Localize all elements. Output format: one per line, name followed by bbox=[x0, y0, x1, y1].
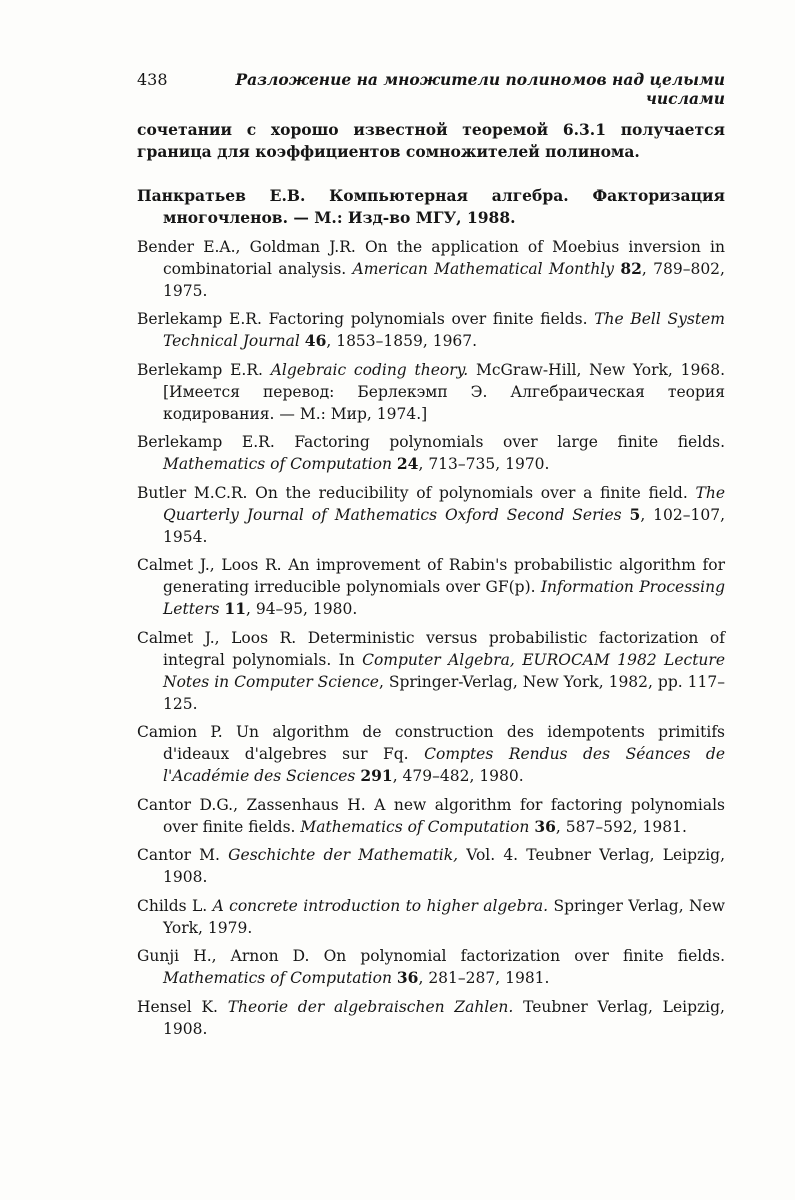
reference-pages-year: , 789–802, 1975. bbox=[163, 259, 725, 300]
reference-title: Deterministic versus probabilistic factorization of integral polynomials. In bbox=[163, 628, 726, 669]
reference-volume: 24 bbox=[396, 454, 419, 473]
reference-title: An improvement of Rabin's probabilistic algorithm for generating irreducible polynomials over GF(p). bbox=[163, 556, 725, 596]
reference-volume: 36 bbox=[396, 968, 419, 987]
reference-entry bbox=[137, 431, 725, 475]
reference-entry bbox=[137, 895, 725, 939]
reference-title: Un algorithm de construction des idempotents primitifs d'ideaux d'algebres sur Fq. bbox=[163, 723, 726, 763]
reference-title: Factoring polynomials over finite fields. bbox=[268, 310, 588, 328]
reference-journal: Comptes Rendus des Séances de l'Académie des Sciences bbox=[163, 745, 725, 785]
reference-journal: Mathematics of Computation bbox=[163, 969, 392, 987]
reference-text: Панкратьев Е.В. Компьютерная алгебра. Факторизация многочленов. — М.: Изд-во МГУ, 1988. bbox=[137, 186, 725, 227]
reference-authors: Hensel K. bbox=[137, 997, 218, 1016]
running-head bbox=[137, 70, 725, 108]
reference-pages-year: , 587–592, 1981. bbox=[555, 817, 687, 836]
reference-entry bbox=[137, 554, 725, 620]
reference-entry bbox=[137, 844, 725, 888]
reference-entry bbox=[137, 794, 725, 838]
reference-journal: Computer Algebra, EUROCAM 1982 Lecture Notes in Computer Science bbox=[163, 650, 725, 691]
reference-entry bbox=[137, 359, 725, 425]
reference-pages-year: , 1853–1859, 1967. bbox=[326, 332, 478, 350]
reference-title: Geschichte der Mathematik, bbox=[228, 846, 459, 864]
reference-entry bbox=[137, 627, 725, 715]
reference-title: A concrete introduction to higher algebra. bbox=[212, 896, 549, 915]
reference-authors: Butler M.C.R. bbox=[137, 483, 248, 502]
reference-entry bbox=[137, 236, 725, 302]
reference-authors: Berlekamp E.R. bbox=[137, 360, 263, 379]
reference-volume: 11 bbox=[224, 599, 246, 618]
reference-pages-year: , 94–95, 1980. bbox=[245, 600, 358, 618]
reference-authors: Cantor D.G., Zassenhaus H. bbox=[137, 795, 366, 814]
reference-pages-year: , 281–287, 1981. bbox=[418, 969, 550, 987]
reference-title: A new algorithm for factoring polynomials over finite fields. bbox=[163, 795, 725, 836]
reference-list bbox=[137, 185, 725, 1040]
reference-journal: Information Processing Letters bbox=[163, 578, 725, 618]
running-title: Разложение на множители полиномов над целыми числами bbox=[235, 70, 725, 108]
reference-journal: The Quarterly Journal of Mathematics Oxford Second Series bbox=[163, 483, 725, 524]
reference-authors: Calmet J., Loos R. bbox=[137, 556, 282, 574]
reference-entry bbox=[137, 721, 725, 787]
reference-title: On the application of Moebius inversion in combinatorial analysis. bbox=[163, 237, 725, 278]
reference-volume: 46 bbox=[304, 331, 327, 350]
reference-entry bbox=[137, 945, 725, 989]
reference-title: Algebraic coding theory. bbox=[270, 360, 469, 379]
reference-authors: Cantor M. bbox=[137, 846, 220, 864]
reference-publisher: Vol. 4. Teubner Verlag, Leipzig, 1908. bbox=[163, 846, 726, 886]
reference-authors: Calmet J., Loos R. bbox=[137, 628, 297, 647]
reference-pages-year: , 713–735, 1970. bbox=[418, 455, 550, 473]
reference-publisher: McGraw-Hill, New York, 1968. [Имеется перевод: Берлекэмп Э. Алгебраическая теория кодирования. — М.: Мир, 1974.] bbox=[163, 360, 725, 423]
reference-volume: 36 bbox=[534, 816, 556, 836]
reference-authors: Bender E.A., Goldman J.R. bbox=[137, 237, 356, 256]
reference-publisher: Teubner Verlag, Leipzig, 1908. bbox=[163, 997, 725, 1038]
reference-publisher: Springer Verlag, New York, 1979. bbox=[163, 896, 726, 937]
reference-title: On polynomial factorization over finite fields. bbox=[323, 947, 726, 965]
reference-pages-year: , 102–107, 1954. bbox=[163, 505, 726, 546]
reference-volume: 291 bbox=[360, 766, 393, 785]
reference-authors: Berlekamp E.R. bbox=[137, 433, 275, 451]
intro-paragraph: сочетании с хорошо известной теоремой 6.3.1 получается граница для коэффициентов сомножителей полинома. bbox=[137, 120, 725, 161]
reference-entry bbox=[137, 308, 725, 352]
reference-title: Factoring polynomials over large finite fields. bbox=[294, 433, 725, 451]
reference-journal: Mathematics of Computation bbox=[300, 817, 530, 836]
reference-pages-year: , Springer-Verlag, New York, 1982, pp. 117–125. bbox=[163, 672, 725, 713]
reference-volume: 5 bbox=[629, 504, 641, 524]
reference-journal: Mathematics of Computation bbox=[163, 455, 392, 473]
reference-authors: Camion P. bbox=[137, 723, 223, 741]
reference-authors: Berlekamp E.R. bbox=[137, 310, 262, 328]
reference-title: Theorie der algebraischen Zahlen. bbox=[227, 997, 514, 1016]
page-number: 438 bbox=[137, 70, 168, 89]
book-page bbox=[137, 70, 725, 1046]
reference-entry bbox=[137, 185, 725, 229]
reference-entry bbox=[137, 482, 725, 548]
reference-entry bbox=[137, 996, 725, 1040]
reference-pages-year: , 479–482, 1980. bbox=[392, 767, 524, 785]
reference-authors: Childs L. bbox=[137, 896, 208, 915]
reference-title: On the reducibility of polynomials over a finite field. bbox=[255, 483, 688, 502]
reference-journal: The Bell System Technical Journal bbox=[163, 310, 725, 350]
reference-volume: 82 bbox=[620, 258, 642, 278]
reference-journal: American Mathematical Monthly bbox=[352, 259, 615, 278]
reference-authors: Gunji H., Arnon D. bbox=[137, 947, 310, 965]
